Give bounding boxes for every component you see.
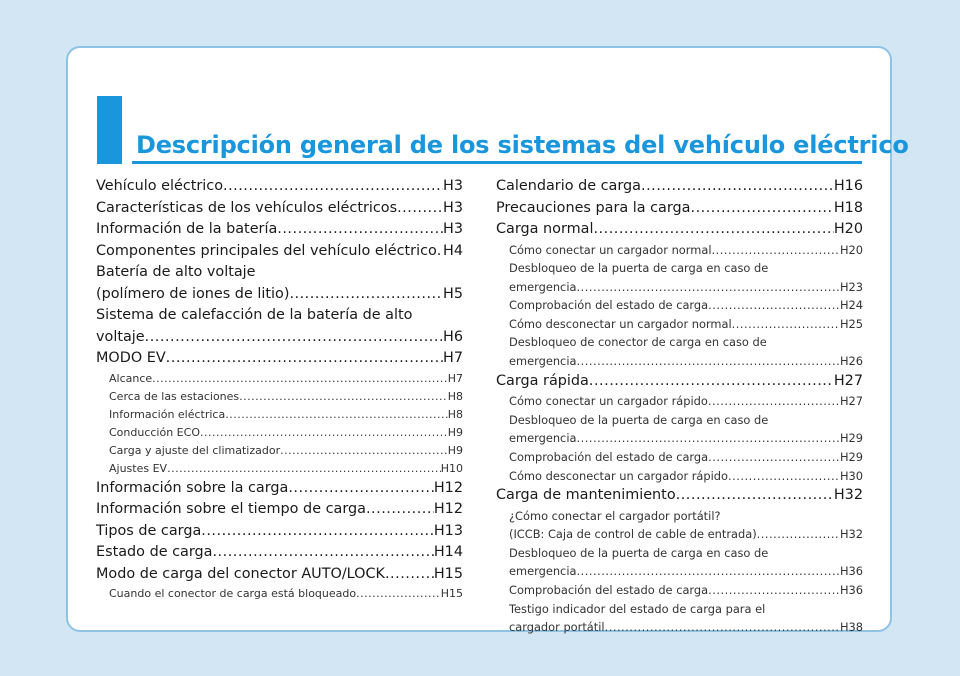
dot-leader bbox=[166, 348, 443, 370]
toc-entry-row bbox=[96, 219, 463, 241]
toc-entry[interactable] bbox=[496, 333, 863, 370]
page-title: Descripción general de los sistemas del vehículo eléctrico bbox=[136, 131, 909, 159]
toc-entry-row bbox=[96, 284, 463, 306]
toc-entry[interactable] bbox=[96, 262, 463, 305]
toc-page-number: H8 bbox=[447, 407, 463, 421]
toc-entry-line: Desbloqueo de conector de carga en caso de bbox=[509, 335, 767, 350]
dot-leader bbox=[289, 284, 443, 306]
toc-entry[interactable] bbox=[496, 219, 863, 241]
dot-leader bbox=[576, 352, 839, 371]
dot-leader bbox=[641, 176, 834, 198]
toc-entry-title: emergencia bbox=[509, 431, 577, 446]
toc-entry[interactable] bbox=[96, 305, 463, 348]
title-accent-bar bbox=[97, 96, 122, 164]
toc-entry-title: MODO EV bbox=[96, 350, 166, 366]
toc-page-number: H36 bbox=[839, 564, 863, 579]
toc-entry-row bbox=[96, 521, 463, 543]
toc-entry-title: Carga rápida bbox=[496, 372, 589, 389]
toc-page-number: H36 bbox=[839, 583, 863, 597]
toc-entry-row bbox=[96, 348, 463, 370]
toc-entry[interactable] bbox=[96, 176, 463, 198]
toc-entry[interactable] bbox=[496, 241, 863, 260]
dot-leader bbox=[576, 278, 839, 297]
toc-entry-row bbox=[96, 499, 463, 521]
toc-entry-title: Comprobación del estado de carga bbox=[509, 449, 709, 464]
toc-entry-title: Información sobre el tiempo de carga bbox=[96, 501, 366, 517]
dot-leader bbox=[576, 429, 839, 448]
toc-entry-row bbox=[509, 352, 863, 371]
toc-entry-row bbox=[109, 585, 463, 603]
dot-leader bbox=[366, 499, 434, 521]
toc-page-number: H15 bbox=[433, 565, 463, 582]
toc-entry-title: Carga normal bbox=[496, 221, 594, 237]
toc-entry-row bbox=[509, 392, 863, 411]
toc-entry[interactable] bbox=[496, 392, 863, 411]
toc-entry[interactable] bbox=[496, 507, 863, 544]
toc-page-number: H7 bbox=[447, 371, 463, 385]
toc-entry[interactable] bbox=[496, 485, 863, 507]
toc-page-number: H12 bbox=[433, 479, 463, 496]
toc-entry-title: emergencia bbox=[509, 354, 577, 369]
dot-leader bbox=[167, 460, 441, 478]
toc-entry-row bbox=[509, 581, 863, 600]
toc-entry-row bbox=[509, 448, 863, 467]
toc-entry-title: Calendario de carga bbox=[496, 178, 641, 194]
toc-page-number: H25 bbox=[839, 316, 863, 331]
toc-entry-line: Testigo indicador del estado de carga para el bbox=[509, 601, 766, 616]
toc-entry-title: Carga y ajuste del climatizador bbox=[109, 443, 281, 457]
toc-page-number: H32 bbox=[833, 487, 863, 504]
toc-page-number: H12 bbox=[433, 501, 463, 517]
toc-entry-row bbox=[96, 564, 463, 586]
dot-leader bbox=[225, 406, 447, 424]
toc-entry[interactable] bbox=[96, 219, 463, 241]
toc-page-number: H30 bbox=[839, 468, 863, 483]
dot-leader bbox=[223, 176, 443, 198]
toc-entry-row bbox=[496, 371, 863, 393]
dot-leader bbox=[708, 296, 840, 315]
toc-page-number: H3 bbox=[443, 199, 463, 216]
toc-entry-row bbox=[509, 618, 863, 637]
toc-entry-row bbox=[109, 406, 463, 424]
toc-entry-title: Modo de carga del conector AUTO/LOCK bbox=[96, 565, 385, 582]
toc-entry-row bbox=[509, 525, 863, 544]
toc-page-number: H20 bbox=[839, 242, 863, 257]
toc-entry-title: Cómo conectar un cargador normal bbox=[509, 242, 712, 257]
toc-page-number: H4 bbox=[443, 242, 463, 259]
toc-page-number: H26 bbox=[839, 354, 863, 369]
toc-entry-title: emergencia bbox=[509, 279, 577, 294]
dot-leader bbox=[576, 562, 839, 581]
toc-entry-title: Estado de carga bbox=[96, 544, 213, 560]
toc-page-number: H29 bbox=[839, 431, 863, 446]
toc-entry-row bbox=[509, 241, 863, 260]
toc-page-number: H10 bbox=[440, 461, 463, 475]
dot-leader bbox=[201, 521, 434, 543]
toc-entry-row bbox=[496, 198, 863, 220]
toc-entry[interactable] bbox=[496, 371, 863, 393]
toc-page-number: H20 bbox=[833, 221, 863, 237]
toc-page-number: H3 bbox=[443, 221, 463, 237]
dot-leader bbox=[145, 327, 443, 349]
toc-entry-title: Cómo desconectar un cargador rápido bbox=[509, 468, 729, 483]
dot-leader bbox=[589, 371, 834, 393]
dot-leader bbox=[708, 392, 840, 411]
toc-page-number: H14 bbox=[433, 544, 463, 560]
toc-entry[interactable] bbox=[96, 564, 463, 586]
toc-page-number: H29 bbox=[839, 449, 863, 464]
toc-page-number: H6 bbox=[443, 328, 463, 345]
dot-leader bbox=[691, 198, 834, 220]
toc-page-number: H9 bbox=[447, 425, 463, 439]
toc-entry-row bbox=[109, 424, 463, 442]
toc-entry-title: Características de los vehículos eléctricos bbox=[96, 199, 398, 216]
dot-leader bbox=[397, 198, 443, 220]
toc-entry[interactable] bbox=[496, 448, 863, 467]
toc-entry-row bbox=[96, 198, 463, 220]
toc-entry[interactable] bbox=[496, 581, 863, 600]
toc-entry[interactable] bbox=[496, 411, 863, 448]
toc-entry-title: Cómo conectar un cargador rápido bbox=[509, 394, 708, 409]
toc-entry[interactable] bbox=[496, 467, 863, 486]
toc-entry-title: Ajustes EV bbox=[109, 461, 168, 475]
toc-entry[interactable] bbox=[96, 424, 463, 442]
toc-entry-line: ¿Cómo conectar el cargador portátil? bbox=[509, 508, 721, 523]
toc-entry[interactable] bbox=[96, 542, 463, 564]
toc-entry-title: Cómo desconectar un cargador normal bbox=[509, 316, 732, 331]
dot-leader bbox=[605, 618, 840, 637]
dot-leader bbox=[200, 424, 448, 442]
toc-entry-row bbox=[509, 278, 863, 297]
toc-page-number: H7 bbox=[443, 350, 463, 366]
toc-entry[interactable] bbox=[96, 348, 463, 370]
toc-entry-row bbox=[96, 478, 463, 500]
toc-entry-row bbox=[96, 176, 463, 198]
toc-entry-title: Tipos de carga bbox=[96, 522, 202, 539]
toc-page-number: H32 bbox=[839, 527, 863, 542]
toc-page-number: H9 bbox=[447, 443, 463, 457]
toc-entry-line: Sistema de calefacción de la batería de alto bbox=[96, 307, 413, 323]
toc-entry-title: Alcance bbox=[109, 371, 153, 385]
dot-leader bbox=[152, 370, 448, 388]
toc-entry-row bbox=[109, 460, 463, 478]
toc-entry-row bbox=[509, 562, 863, 581]
dot-leader bbox=[385, 564, 434, 586]
dot-leader bbox=[757, 525, 840, 544]
toc-entry[interactable] bbox=[496, 600, 863, 637]
toc-entry-row bbox=[509, 296, 863, 315]
toc-entry-title: emergencia bbox=[509, 564, 577, 579]
toc-entry-title: Información sobre la carga bbox=[96, 479, 289, 496]
toc-entry-row bbox=[496, 485, 863, 507]
toc-entry-title: Información eléctrica bbox=[109, 407, 226, 421]
toc-page-number: H5 bbox=[443, 285, 463, 302]
dot-leader bbox=[708, 448, 840, 467]
toc-entry-row bbox=[109, 388, 463, 406]
toc-entry-title: Vehículo eléctrico bbox=[96, 178, 223, 194]
toc-entry-row bbox=[509, 467, 863, 486]
dot-leader bbox=[728, 467, 840, 486]
toc-entry[interactable] bbox=[96, 478, 463, 500]
toc-page-number: H27 bbox=[839, 394, 863, 409]
toc-entry-row bbox=[96, 327, 463, 349]
toc-entry-title: (polímero de iones de litio) bbox=[96, 285, 290, 302]
toc-entry[interactable] bbox=[96, 499, 463, 521]
toc-entry-line: Desbloqueo de la puerta de carga en caso de bbox=[509, 545, 769, 560]
toc-entry-row bbox=[96, 542, 463, 564]
toc-entry-row bbox=[496, 219, 863, 241]
dot-leader bbox=[288, 478, 434, 500]
dot-leader bbox=[277, 219, 443, 241]
toc-page-number: H38 bbox=[839, 620, 863, 635]
toc-page-number: H23 bbox=[839, 279, 863, 294]
toc-left-column bbox=[96, 176, 463, 603]
toc-entry[interactable] bbox=[96, 370, 463, 388]
toc-entry-row bbox=[509, 315, 863, 334]
toc-entry-title: cargador portátil bbox=[509, 620, 605, 635]
toc-entry[interactable] bbox=[496, 544, 863, 581]
toc-right-column bbox=[496, 176, 863, 637]
toc-entry[interactable] bbox=[96, 521, 463, 543]
toc-entry-title: (ICCB: Caja de control de cable de entrada) bbox=[509, 527, 757, 542]
toc-entry-row bbox=[509, 429, 863, 448]
toc-entry[interactable] bbox=[496, 259, 863, 296]
toc-entry-title: Información de la batería bbox=[96, 221, 278, 237]
dot-leader bbox=[732, 315, 840, 334]
toc-entry[interactable] bbox=[496, 315, 863, 334]
toc-entry-row bbox=[96, 241, 463, 263]
toc-entry[interactable] bbox=[496, 296, 863, 315]
toc-entry-line: Desbloqueo de la puerta de carga en caso de bbox=[509, 412, 769, 427]
toc-entry-title: Comprobación del estado de carga bbox=[509, 583, 709, 597]
toc-entry[interactable] bbox=[496, 176, 863, 198]
toc-page-number: H18 bbox=[833, 199, 863, 216]
toc-entry[interactable] bbox=[96, 198, 463, 220]
toc-entry-title: Carga de mantenimiento bbox=[496, 487, 676, 504]
toc-entry-row bbox=[496, 176, 863, 198]
toc-entry-title: Componentes principales del vehículo eléctrico bbox=[96, 242, 437, 259]
toc-entry-row bbox=[109, 370, 463, 388]
dot-leader bbox=[356, 585, 441, 603]
toc-page-number: H27 bbox=[833, 372, 863, 389]
toc-entry[interactable] bbox=[496, 198, 863, 220]
dot-leader bbox=[593, 219, 833, 241]
toc-entry[interactable] bbox=[96, 388, 463, 406]
toc-entry[interactable] bbox=[96, 406, 463, 424]
dot-leader bbox=[280, 442, 448, 460]
dot-leader bbox=[676, 485, 834, 507]
toc-page-number: H24 bbox=[839, 298, 863, 313]
toc-entry-title: Comprobación del estado de carga bbox=[509, 298, 709, 313]
toc-entry[interactable] bbox=[96, 585, 463, 603]
toc-entry-line: Batería de alto voltaje bbox=[96, 264, 256, 280]
toc-entry-title: Cuando el conector de carga está bloqueado bbox=[109, 587, 357, 600]
dot-leader bbox=[708, 581, 840, 600]
toc-entry-title: voltaje bbox=[96, 328, 145, 345]
title-area bbox=[132, 128, 909, 164]
toc-entry-title: Cerca de las estaciones bbox=[109, 389, 240, 403]
toc-page-number: H15 bbox=[440, 587, 463, 600]
toc-page-number: H8 bbox=[447, 389, 463, 403]
toc-entry-title: Precauciones para la carga bbox=[496, 199, 691, 216]
toc-entry[interactable] bbox=[96, 460, 463, 478]
dot-leader bbox=[212, 542, 433, 564]
toc-entry-line: Desbloqueo de la puerta de carga en caso de bbox=[509, 261, 769, 276]
toc-entry[interactable] bbox=[96, 442, 463, 460]
toc-page-number: H16 bbox=[833, 178, 863, 194]
toc-page-number: H13 bbox=[433, 522, 463, 539]
toc-entry-row bbox=[109, 442, 463, 460]
toc-entry[interactable] bbox=[96, 241, 463, 263]
dot-leader bbox=[239, 388, 448, 406]
toc-entry-title: Conducción ECO bbox=[109, 425, 200, 439]
toc-page-number: H3 bbox=[443, 178, 463, 194]
dot-leader bbox=[712, 241, 840, 260]
